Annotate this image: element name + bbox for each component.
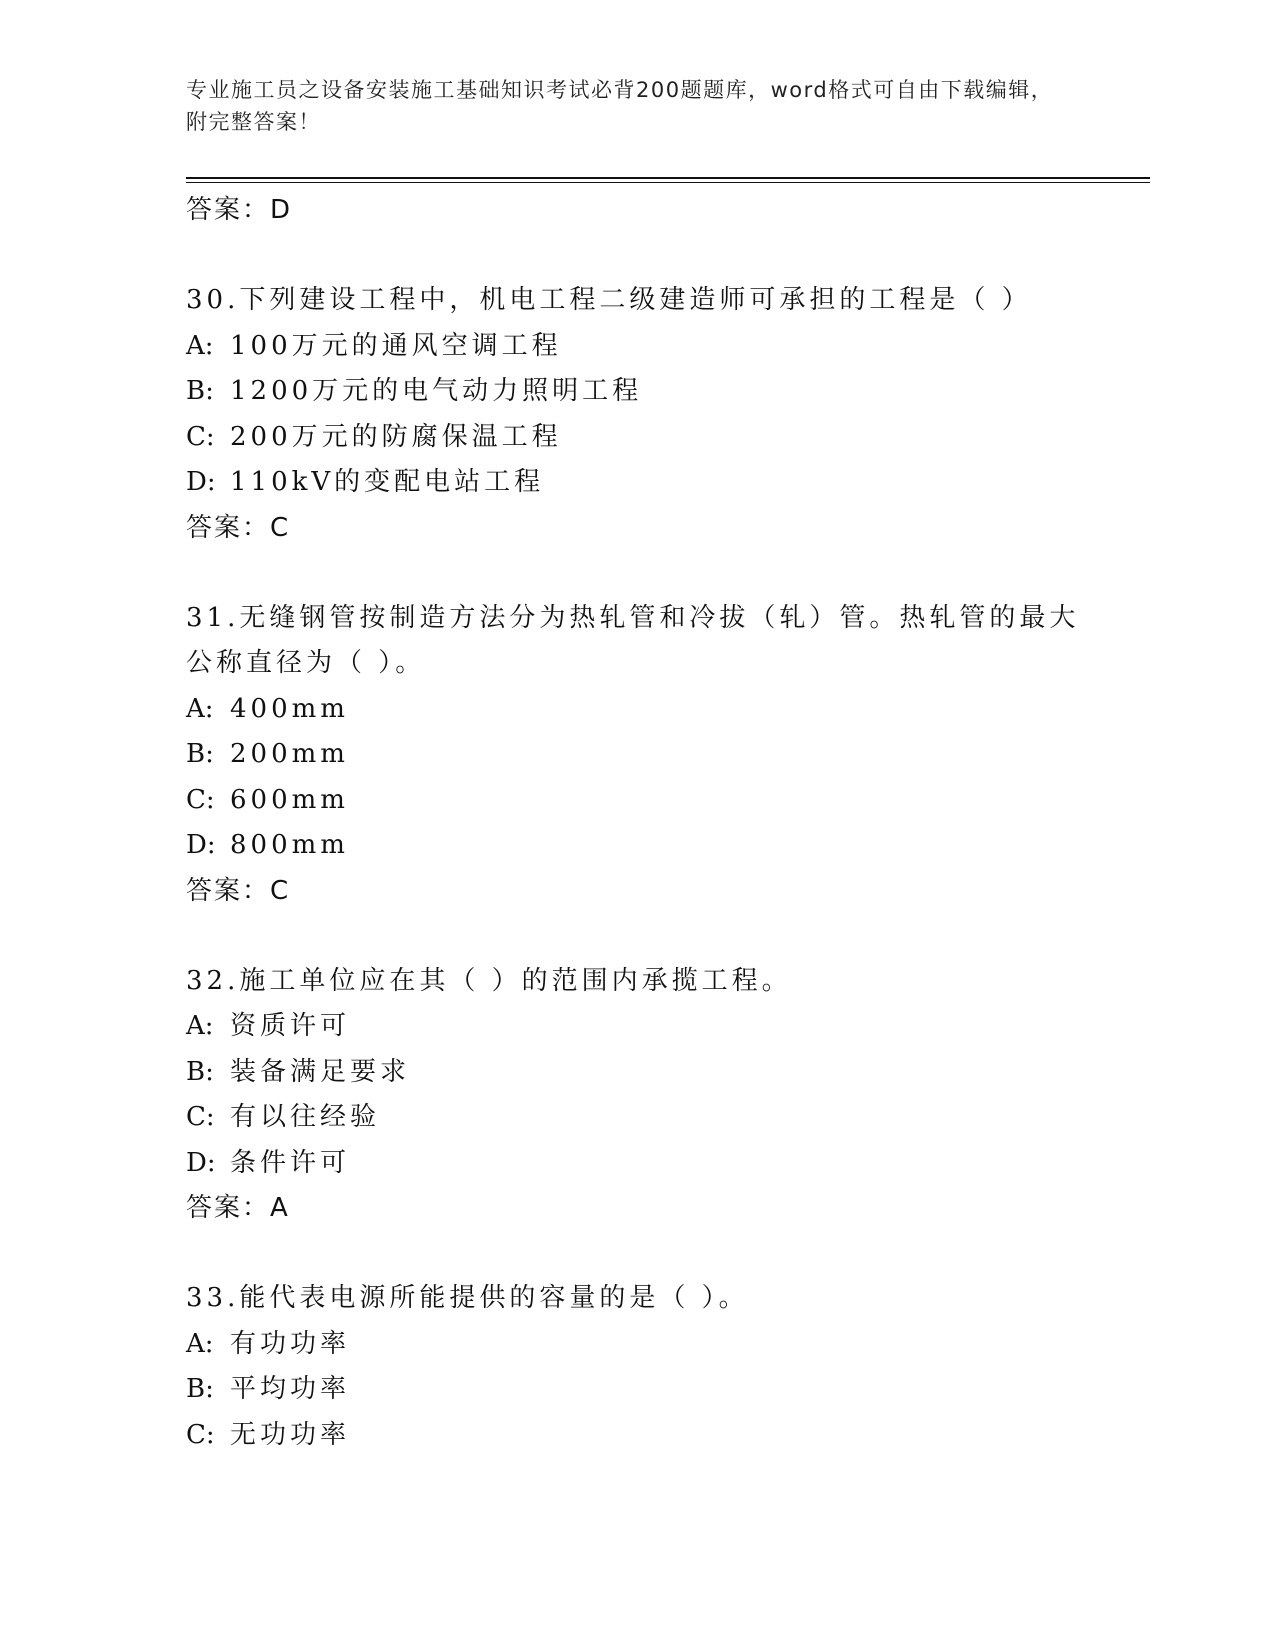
question-stem: 33.能代表电源所能提供的容量的是（ ）。 — [186, 1283, 749, 1313]
question-stem: 30.下列建设工程中，机电工程二级建造师可承担的工程是（ ） — [186, 285, 1032, 315]
option-text: 800mm — [230, 830, 349, 860]
option-letter: A: — [186, 330, 214, 361]
spacer — [186, 914, 1146, 959]
option-c — [186, 1095, 1146, 1141]
option-b — [186, 732, 1146, 778]
question-30 — [186, 278, 1146, 551]
spacer — [186, 551, 1146, 596]
option-text: 110kV的变配电站工程 — [230, 467, 545, 497]
option-letter: B: — [186, 1374, 214, 1404]
option-text: 条件许可 — [230, 1147, 351, 1178]
answer-line: 答案：C — [186, 875, 291, 906]
option-letter: C: — [186, 784, 215, 815]
option-text: 装备满足要求 — [230, 1056, 411, 1087]
option-a — [186, 687, 1146, 733]
question-32 — [186, 959, 1146, 1232]
option-text: 100万元的通风空调工程 — [230, 330, 562, 361]
answer-line: 答案：C — [186, 512, 291, 543]
option-text: 资质许可 — [230, 1011, 351, 1041]
option-letter: B: — [186, 1056, 214, 1087]
option-c — [186, 778, 1146, 824]
option-a — [186, 1004, 1146, 1050]
option-b — [186, 369, 1146, 415]
spacer — [186, 233, 1146, 278]
option-text: 有以往经验 — [230, 1102, 381, 1132]
option-text: 200万元的防腐保温工程 — [230, 421, 562, 452]
option-text: 600mm — [230, 784, 349, 815]
document-body — [186, 188, 1146, 1458]
header-divider-thin — [186, 182, 1150, 183]
question-stem: 31.无缝钢管按制造方法分为热轧管和冷拔（轧）管。热轧管的最大公称直径为（ ）。 — [186, 602, 1080, 678]
option-d — [186, 1141, 1146, 1187]
option-c — [186, 1413, 1146, 1459]
option-letter: A: — [186, 693, 214, 724]
option-letter: A: — [186, 1328, 214, 1359]
question-33 — [186, 1276, 1146, 1458]
option-text: 平均功率 — [230, 1374, 351, 1404]
option-letter: D: — [186, 1147, 216, 1178]
option-text: 1200万元的电气动力照明工程 — [230, 376, 643, 406]
option-letter: D: — [186, 467, 216, 497]
option-letter: A: — [186, 1011, 214, 1041]
spacer — [186, 1231, 1146, 1276]
document-header: 专业施工员之设备安装施工基础知识考试必背200题题库，word格式可自由下载编辑，附完整答案！ — [186, 78, 1054, 134]
option-text: 400mm — [230, 693, 349, 724]
option-letter: C: — [186, 1419, 215, 1450]
header-divider-thick — [186, 177, 1150, 179]
option-b — [186, 1050, 1146, 1096]
option-d — [186, 460, 1146, 506]
option-text: 无功功率 — [230, 1419, 351, 1450]
option-letter: C: — [186, 1102, 215, 1132]
option-letter: C: — [186, 421, 215, 452]
answer-line: 答案：D — [186, 195, 293, 225]
option-letter: B: — [186, 376, 214, 406]
answer-line: 答案：A — [186, 1193, 290, 1223]
option-letter: B: — [186, 739, 214, 769]
option-text: 有功功率 — [230, 1328, 351, 1359]
option-b — [186, 1367, 1146, 1413]
question-stem: 32.施工单位应在其（ ）的范围内承揽工程。 — [186, 965, 792, 996]
question-31 — [186, 596, 1146, 914]
option-c — [186, 415, 1146, 461]
option-a — [186, 324, 1146, 370]
option-letter: D: — [186, 830, 216, 860]
option-d — [186, 823, 1146, 869]
option-a — [186, 1322, 1146, 1368]
option-text: 200mm — [230, 739, 349, 769]
